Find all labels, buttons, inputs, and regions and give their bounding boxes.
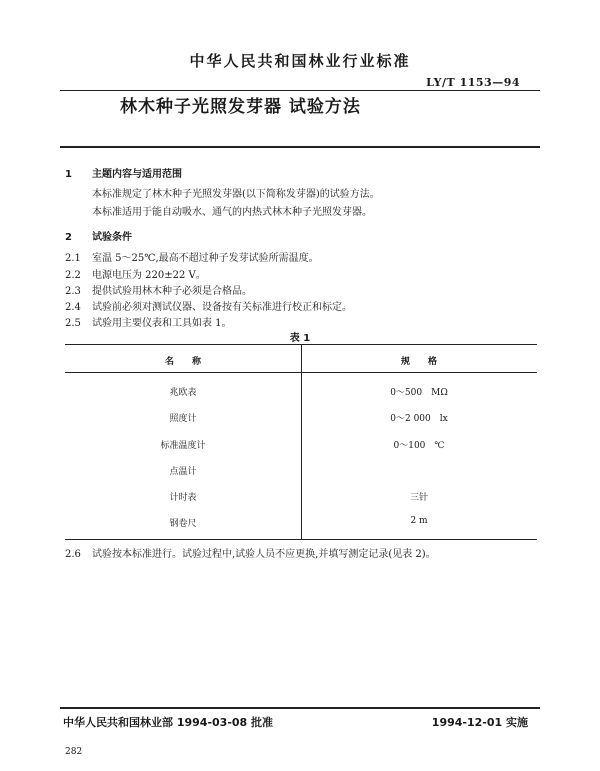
clause-2-4 — [65, 298, 352, 313]
header-rule — [60, 90, 540, 91]
clause-2-2 — [65, 266, 206, 281]
cell-spec: 三针 — [409, 493, 428, 504]
cell-name: 计时表 — [169, 493, 197, 504]
clause-number: 2.1 — [65, 253, 81, 264]
section-2-heading — [65, 228, 132, 243]
clause-number: 2.5 — [65, 318, 81, 329]
clause-text: 提供试验用林木种子必须是合格品。 — [92, 286, 252, 297]
section-1-paragraph-1: 本标准规定了林木种子光照发芽器(以下简称发芽器)的试验方法。 — [92, 189, 380, 200]
table-row — [65, 403, 537, 429]
clause-text: 室温 5～25℃,最高不超过种子发芽试验所需温度。 — [92, 253, 319, 264]
table-row — [65, 377, 537, 403]
document-title: 林木种子光照发芽器 试验方法 — [120, 97, 361, 117]
cell-spec: 0～2 000 lx — [390, 414, 448, 425]
table-1 — [65, 344, 537, 540]
title-rule — [60, 146, 540, 148]
section-1-heading — [65, 165, 182, 180]
page-number: 282 — [65, 747, 83, 757]
approval-statement: 中华人民共和国林业部 1994-03-08 批准 — [63, 716, 274, 729]
clause-2-5 — [65, 314, 232, 329]
clause-number: 2.3 — [65, 286, 81, 297]
table-row — [65, 508, 537, 534]
clause-text: 试验前必须对测试仪器、设备按有关标准进行校正和标定。 — [92, 302, 352, 313]
clause-text: 试验按本标准进行。试验过程中,试验人员不应更换,并填写测定记录(见表 2)。 — [92, 549, 436, 560]
section-2-title: 试验条件 — [92, 232, 132, 243]
cell-spec: 0～500 MΩ — [390, 388, 448, 398]
cell-name: 点温计 — [169, 466, 197, 477]
section-1-paragraph-2: 本标准适用于能自动吸水、通气的内热式林木种子光照发芽器。 — [92, 207, 372, 218]
header-spec: 规 格 — [400, 357, 437, 367]
table-row — [65, 430, 537, 456]
table-row — [65, 482, 537, 508]
header-name: 名 称 — [164, 357, 201, 367]
section-2-number: 2 — [65, 232, 72, 243]
standard-code: LY/T 1153—94 — [426, 76, 520, 89]
clause-number: 2.2 — [65, 270, 81, 281]
issuing-authority-heading: 中华人民共和国林业行业标准 — [189, 52, 411, 70]
table-row — [65, 456, 537, 482]
cell-spec: 0～100 ℃ — [393, 440, 445, 451]
cell-name: 兆欧表 — [169, 388, 197, 398]
clause-number: 2.4 — [65, 302, 81, 313]
clause-text: 试验用主要仪表和工具如表 1。 — [92, 318, 232, 329]
cell-spec: 2 m — [410, 516, 428, 527]
section-1-number: 1 — [65, 169, 72, 180]
clause-2-1 — [65, 249, 319, 264]
implementation-date: 1994-12-01 实施 — [431, 716, 528, 729]
cell-name: 标准温度计 — [160, 440, 206, 451]
table-header-row — [65, 345, 537, 373]
clause-2-6 — [65, 545, 436, 560]
clause-2-3 — [65, 282, 252, 297]
cell-name: 照度计 — [169, 414, 197, 425]
cell-name: 钢卷尺 — [169, 519, 197, 530]
footer-rule — [60, 707, 540, 709]
clause-text: 电源电压为 220±22 V。 — [92, 270, 206, 281]
table-body — [65, 373, 537, 539]
clause-number: 2.6 — [65, 549, 81, 560]
table-1-caption: 表 1 — [289, 333, 311, 344]
section-1-title: 主题内容与适用范围 — [92, 169, 182, 180]
